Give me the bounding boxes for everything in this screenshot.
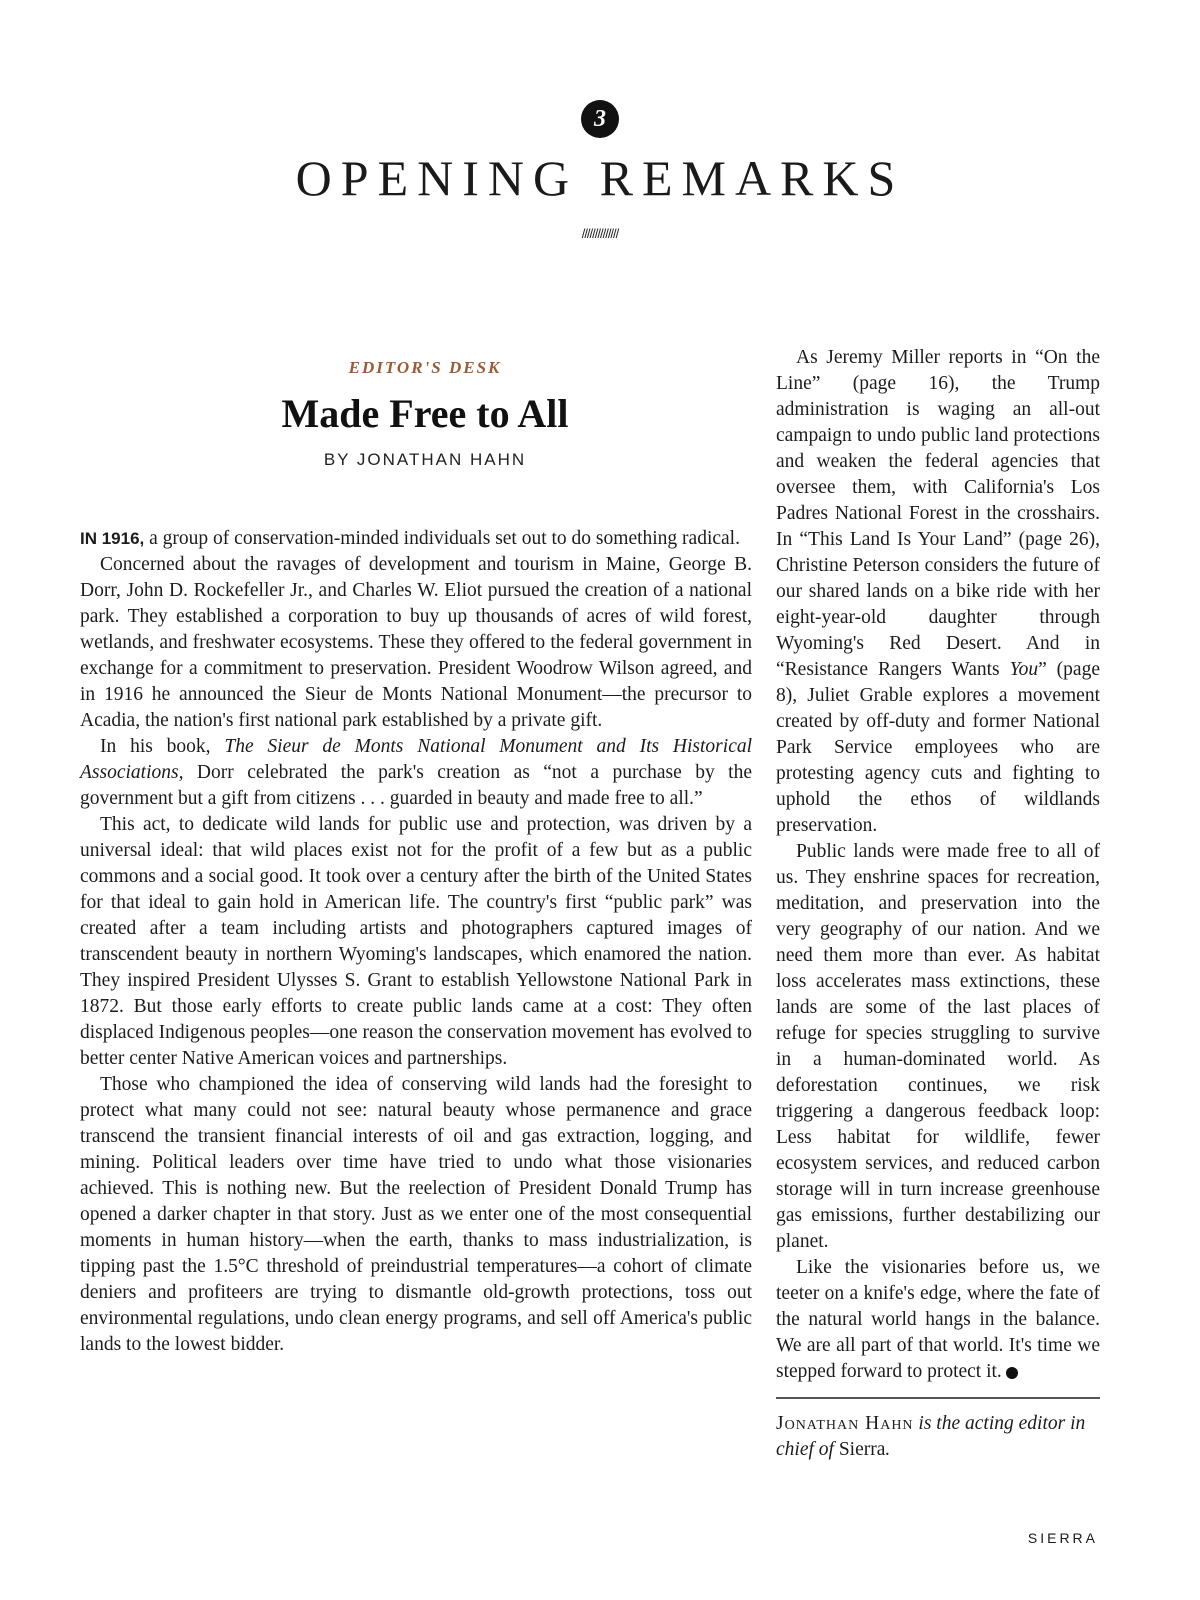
- section-divider: //////////////: [581, 226, 619, 241]
- bio-period: .: [885, 1439, 891, 1460]
- paragraph-3: [80, 734, 752, 812]
- bio-text: is the acting editor in chief of: [776, 1413, 1086, 1460]
- emphasis-you: You: [1009, 659, 1039, 680]
- article-column-right: [776, 345, 1100, 1463]
- paragraph-5: Those who championed the idea of conserving wild lands had the foresight to protect what many could not see: natural beauty whose permanence and grace transcend the transient financial interests of oil and gas extraction, logging, and mining. Political leaders over time have tried to undo what those visionaries achieved. This is nothing new. But the reelection of President Donald Trump has opened a darker chapter in that story. Just as we enter one of the most consequential moments in human history—when the earth, thanks to mass industrialization, is tipping past the 1.5°C threshold of preindustrial temperatures—a cohort of climate deniers and profiteers are trying to dismantle old-growth protections, toss out environmental regulations, undo clean energy programs, and sell off America's public lands to the lowest bidder.: [80, 1074, 752, 1355]
- paragraph-6: [776, 345, 1100, 839]
- author-bio: [776, 1411, 1100, 1463]
- paragraph-7: Public lands were made free to all of us. They enshrine spaces for recreation, meditation, and preservation into the very geography of our nation. And we need them more than ever. As habitat loss accelerates mass extinctions, these lands are some of the last places of refuge for species struggling to survive in a human-dominated world. As deforestation continues, we risk triggering a dangerous feedback loop: Less habitat for wildlife, fewer ecosystem services, and reduced carbon storage will in turn increase greenhouse gas emissions, further destabilizing our planet.: [776, 841, 1100, 1252]
- bio-magazine: Sierra: [838, 1439, 886, 1460]
- paragraph-1: [80, 526, 752, 552]
- paragraph-1-text: a group of conservation-minded individuals set out to do something radical.: [144, 528, 740, 549]
- end-mark-icon: S: [1006, 1367, 1018, 1379]
- book-title: The Sieur de Monts National Monument and Its Historical Associations,: [80, 736, 753, 783]
- paragraph-6-text-a: As Jeremy Miller reports in “On the Line” (page 16), the Trump administration is waging an all-out campaign to undo public land protections and weaken the federal agencies that oversee them, with California's Los Padres National Forest in the crosshairs. In “This Land Is Your Land” (page 26), Christine Peterson considers the future of our shared lands on a bike ride with her eight-year-old daughter through Wyoming's Red Desert. And in “Resistance Rangers Wants: [776, 347, 1100, 680]
- paragraph-8-text: Like the visionaries before us, we teeter on a knife's edge, where the fate of the natural world hangs in the balance. We are all part of that world. It's time we stepped forward to protect it.: [776, 1257, 1100, 1382]
- paragraph-8: [776, 1255, 1100, 1385]
- article-headline: Made Free to All: [281, 391, 569, 436]
- paragraph-3-text-b: Dorr celebrated the park's creation as “not a purchase by the government but a gift from citizens . . . guarded in beauty and made free to all.”: [80, 762, 752, 809]
- article-byline: BY JONATHAN HAHN: [323, 450, 527, 469]
- section-title: OPENING REMARKS: [295, 150, 905, 206]
- article-kicker: EDITOR'S DESK: [348, 358, 502, 377]
- paragraph-4: This act, to dedicate wild lands for public use and protection, was driven by a universal ideal: that wild places exist not for the profit of a few but as a public commons and a social good. It took over a century after the birth of the United States for that ideal to gain hold in American life. The country's first “public park” was created after a team including artists and photographers captured images of transcendent beauty in northern Wyoming's landscapes, which enamored the nation. They inspired President Ulysses S. Grant to establish Yellowstone National Park in 1872. But those early efforts to create public lands came at a cost: They often displaced Indigenous peoples—one reason the conservation movement has evolved to better center Native American voices and partnerships.: [80, 814, 752, 1069]
- paragraph-6-text-b: ” (page 8), Juliet Grable explores a movement created by off-duty and former National Park Service employees who are protesting agency cuts and fighting to uphold the ethos of wildlands preservation.: [776, 659, 1100, 836]
- bio-divider: [776, 1397, 1100, 1399]
- footer-magazine-name: SIERRA: [1027, 1530, 1098, 1546]
- bio-author-name: Jonathan Hahn: [776, 1413, 914, 1434]
- section-number-badge: 3: [581, 100, 619, 138]
- paragraph-3-text-a: In his book,: [100, 736, 225, 757]
- article-column-left: [80, 526, 752, 1358]
- lead-in: IN 1916,: [80, 529, 145, 548]
- paragraph-2: Concerned about the ravages of development and tourism in Maine, George B. Dorr, John D. Rockefeller Jr., and Charles W. Eliot pursued the creation of a national park. They established a corporation to buy up thousands of acres of wild forest, wetlands, and freshwater ecosystems. These they offered to the federal government in exchange for a commitment to preservation. President Woodrow Wilson agreed, and in 1916 he announced the Sieur de Monts National Monument—the precursor to Acadia, the nation's first national park established by a private gift.: [80, 554, 752, 731]
- section-header: [0, 100, 1200, 241]
